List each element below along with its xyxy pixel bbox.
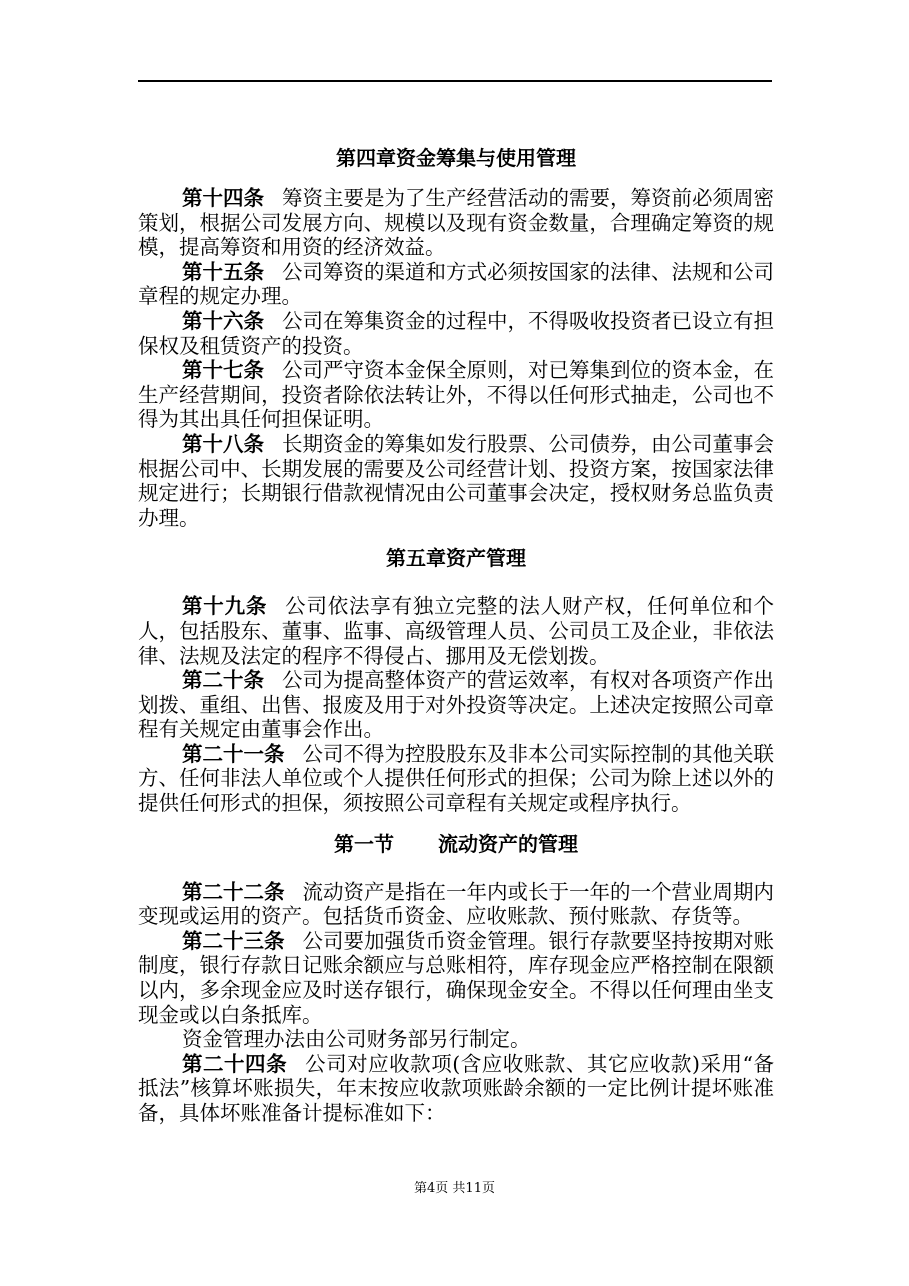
section-1-title <box>138 830 774 858</box>
article-label: 第二十条 <box>182 668 264 693</box>
article-label: 第十八条 <box>182 431 264 456</box>
article-21 <box>138 742 774 816</box>
article-text: 筹资主要是为了生产经营活动的需要，筹资前必须周密策划，根据公司发展方向、规模以及现有资金数量，合理确定筹资的规模，提高筹资和用资的经济效益。 <box>138 186 774 260</box>
article-16 <box>138 309 774 358</box>
section-number: 第一节 <box>334 831 394 856</box>
article-17 <box>138 358 774 432</box>
article-19 <box>138 594 774 668</box>
article-20 <box>138 668 774 742</box>
page-footer: 第4页 共11页 <box>414 1181 495 1196</box>
chapter-5-title: 第五章资产管理 <box>386 546 526 571</box>
article-label: 第十六条 <box>182 308 264 333</box>
article-text: 公司在筹集资金的过程中，不得吸收投资者已设立有担保权及租赁资产的投资。 <box>138 308 774 358</box>
page-content <box>138 136 774 1126</box>
article-label: 第十五条 <box>182 259 264 284</box>
article-24 <box>138 1052 774 1126</box>
article-label: 第二十一条 <box>182 741 285 766</box>
article-text: 公司对应收款项(含应收账款、其它应收款)采用“备抵法”核算坏账损失，年末按应收款项账龄余额的一定比例计提坏账准备，具体坏账准备计提标准如下： <box>138 1051 774 1125</box>
article-label: 第二十二条 <box>182 879 285 904</box>
article-text: 长期资金的筹集如发行股票、公司债券，由公司董事会根据公司中、长期发展的需要及公司经营计划、投资方案，按国家法律规定进行；长期银行借款视情况由公司董事会决定，授权财务总监负责办理。 <box>138 431 774 530</box>
article-text: 公司依法享有独立完整的法人财产权，任何单位和个人，包括股东、董事、监事、高级管理人员、公司员工及企业，非依法律、法规及法定的程序不得侵占、挪用及无偿划拨。 <box>138 594 775 668</box>
fund-management-note: 资金管理办法由公司财务部另行制定。 <box>182 1027 531 1052</box>
article-14 <box>138 186 774 260</box>
article-label: 第二十三条 <box>182 928 285 953</box>
article-text: 公司筹资的渠道和方式必须按国家的法律、法规和公司章程的规定办理。 <box>138 259 774 309</box>
article-text: 公司为提高整体资产的营运效率，有权对各项资产作出划拨、重组、出售、报废及用于对外投资等决定。上述决定按照公司章程有关规定由董事会作出。 <box>138 668 774 742</box>
article-text: 流动资产是指在一年内或长于一年的一个营业周期内变现或运用的资产。包括货币资金、应收账款、预付账款、存货等。 <box>138 879 774 929</box>
article-22 <box>138 880 774 929</box>
chapter-4-title: 第四章资金筹集与使用管理 <box>336 146 576 170</box>
article-23 <box>138 929 774 1027</box>
header-rule <box>138 80 772 82</box>
article-label: 第十九条 <box>182 594 268 619</box>
article-text: 公司严守资本金保全原则，对已筹集到位的资本金，在生产经营期间，投资者除依法转让外，不得以任何形式抽走，公司也不得为其出具任何担保证明。 <box>138 358 774 432</box>
article-label: 第二十四条 <box>182 1051 288 1076</box>
article-18 <box>138 432 774 530</box>
article-label: 第十七条 <box>182 358 264 383</box>
section-name: 流动资产的管理 <box>438 831 578 856</box>
article-label: 第十四条 <box>182 186 264 210</box>
article-text: 公司要加强货币资金管理。银行存款要坚持按期对账制度，银行存款日记账余额应与总账相符，库存现金应严格控制在限额以内，多余现金应及时送存银行，确保现金安全。不得以任何理由坐支现金或以白条抵库。 <box>138 928 774 1027</box>
article-text: 公司不得为控股股东及非本公司实际控制的其他关联方、任何非法人单位或个人提供任何形式的担保；公司为除上述以外的提供任何形式的担保，须按照公司章程有关规定或程序执行。 <box>138 741 774 816</box>
article-15 <box>138 260 774 309</box>
